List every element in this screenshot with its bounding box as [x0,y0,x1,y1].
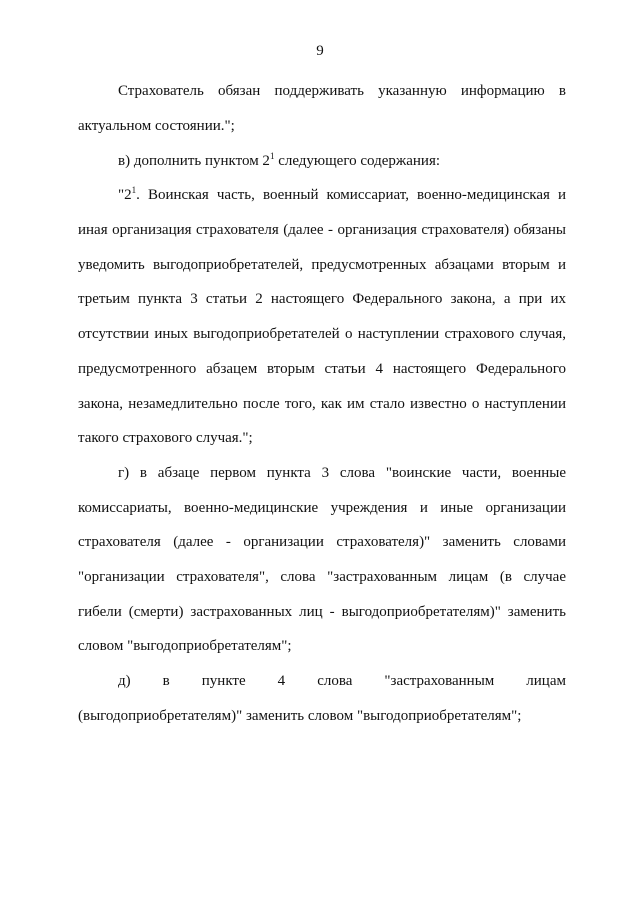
text-line: г) в абзаце первом пункта 3 слова "воинские части, военные [118,465,566,481]
text-line: гибели (смерти) застрахованных лиц - выгодоприобретателям)" заменить [78,604,566,620]
text-fragment: в) дополнить пунктом 2 [118,153,270,169]
superscript: 1 [269,151,275,161]
text-line: страхователя (далее - организации страхователя)" заменить словами [78,534,566,550]
text-line [118,152,566,170]
text-line: актуальном состоянии."; [78,118,235,134]
text-fragment: следующего содержания: [274,153,441,169]
text-fragment: . Воинская часть, военный комиссариат, военно-медицинская и [136,187,566,203]
text-line: закона, незамедлительно после того, как им стало известно о наступлении [78,396,566,412]
text-line: предусмотренного абзацем вторым статьи 4 настоящего Федерального [78,361,566,377]
text-fragment: "2 [118,187,132,203]
text-line: третьим пункта 3 статьи 2 настоящего Федерального закона, а при их [78,291,566,307]
text-line: "организации страхователя", слова "застрахованным лицам (в случае [78,569,566,585]
page-number: 9 [316,43,324,59]
text-line: (выгодоприобретателям)" заменить словом "выгодоприобретателям"; [78,708,522,724]
text-line: иная организация страхователя (далее - организация страхователя) обязаны [78,222,566,238]
text-line: уведомить выгодоприобретателей, предусмотренных абзацами вторым и [78,257,566,273]
text-line: комиссариаты, военно-медицинские учреждения и иные организации [78,500,566,516]
text-line: словом "выгодоприобретателям"; [78,638,292,654]
text-line: Страхователь обязан поддерживать указанную информацию в [118,83,566,99]
text-line: такого страхового случая."; [78,430,253,446]
text-line: д) в пункте 4 слова "застрахованным лицам [118,673,566,689]
text-line: отсутствии иных выгодоприобретателей о наступлении страхового случая, [78,326,566,342]
text-line [118,186,566,204]
superscript: 1 [131,185,137,195]
